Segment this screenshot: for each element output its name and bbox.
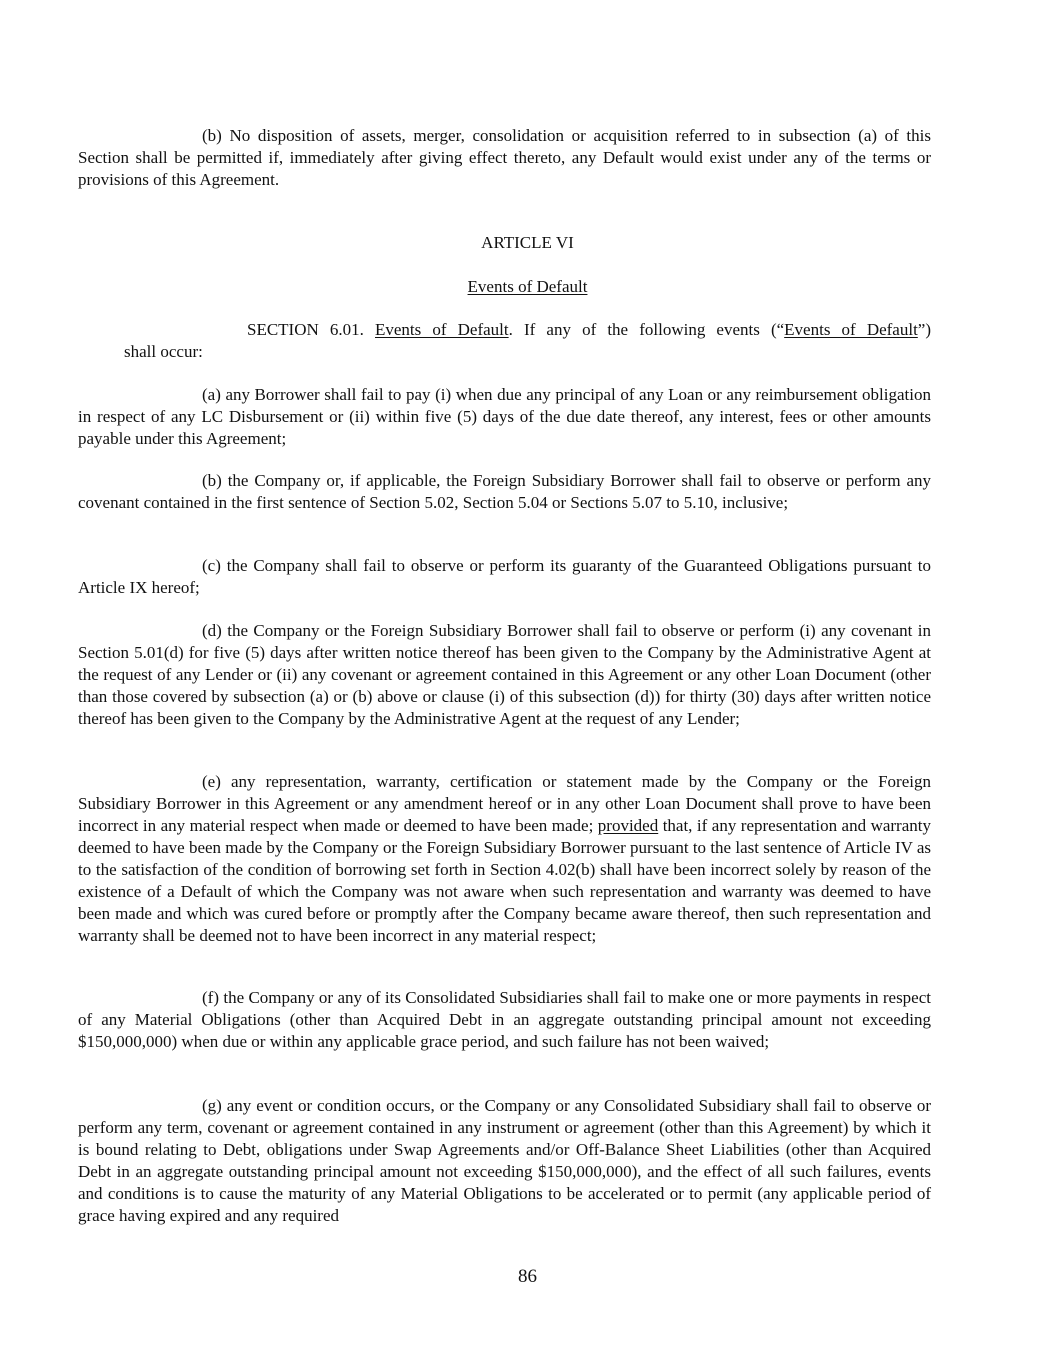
section-continuation: shall occur: xyxy=(124,342,203,361)
item-c: (c) the Company shall fail to observe or perform its guaranty of the Guaranteed Obligations pursuant to Article IX hereof; xyxy=(78,556,931,597)
item-e-text-1: (e) any representation, warranty, certification or statement made by the Company or the Foreign Subsidiary Borrower in this Agreement or any amendment hereof or in any other Loan Document shall prove to have been incorrect in any material respect when made or deemed to have been made; xyxy=(78,772,931,835)
section-intro-post: ”) xyxy=(917,320,932,339)
item-g: (g) any event or condition occurs, or the Company or any Consolidated Subsidiary shall fail to observe or perform any term, covenant or agreement contained in any instrument or agreement (other than this Agreement) by which it is bound relating to Debt, obligations under Swap Agreements and/or Off-Balance Sheet Liabilities (other than Acquired Debt in an aggregate outstanding principal amount not exceeding $150,000,000), and the effect of all such failures, events and conditions is to cause the maturity of any Material Obligations to be accelerated or to permit (any applicable period of grace having expired and any required xyxy=(78,1096,931,1225)
item-d: (d) the Company or the Foreign Subsidiary Borrower shall fail to observe or perform (i) any covenant in Section 5.01(d) for five (5) days after written notice thereof has been given to the Company by the Administrative Agent at the request of any Lender or (ii) any covenant or agreement contained in this Agreement or any other Loan Document (other than those covered by subsection (a) or (b) above or clause (i) of this subsection (d)) for thirty (30) days after written notice thereof has been given to the Company by the Administrative Agent at the request of any Lender; xyxy=(78,621,931,728)
item-e xyxy=(78,771,931,947)
article-subtitle-text: Events of Default xyxy=(467,277,588,296)
item-a: (a) any Borrower shall fail to pay (i) when due any principal of any Loan or any reimbursement obligation in respect of any LC Disbursement or (ii) within five (5) days of the due date thereof, any interest, fees or other amounts payable under this Agreement; xyxy=(78,385,931,448)
article-subtitle xyxy=(0,276,1055,298)
item-f: (f) the Company or any of its Consolidated Subsidiaries shall fail to make one or more payments in respect of any Material Obligations (other than Acquired Debt in an aggregate outstanding principal amount not exceeding $150,000,000) when due or within any applicable grace period, and such failure has not been waived; xyxy=(78,988,931,1051)
item-e-text-2: that, if any representation and warranty deemed to have been made by the Company or the Foreign Subsidiary Borrower pursuant to the last sentence of Article IV as to the satisfaction of the condition of borrowing set forth in Section 4.02(b) shall have been incorrect solely by reason of the existence of a Default of which the Company was not aware when such representation and warranty was deemed to have been made and which was cured before or promptly after the Company became aware thereof, then such representation and warranty shall be deemed not to have been incorrect in any material respect; xyxy=(78,816,931,945)
section-heading: Events of Default xyxy=(375,320,509,339)
section-number: SECTION 6.01. xyxy=(247,320,364,339)
section-heading-line xyxy=(247,319,931,341)
defined-term: Events of Default xyxy=(784,320,918,339)
section-intro-pre: . If any of the following events (“ xyxy=(508,320,785,339)
item-e-proviso: provided xyxy=(597,816,659,835)
item-b: (b) the Company or, if applicable, the Foreign Subsidiary Borrower shall fail to observe or perform any covenant contained in the first sentence of Section 5.02, Section 5.04 or Sections 5.07 to 5.10, inclusive; xyxy=(78,471,931,512)
paragraph-merger-b: (b) No disposition of assets, merger, consolidation or acquisition referred to in subsection (a) of this Section shall be permitted if, immediately after giving effect thereto, any Default would exist under any of the terms or provisions of this Agreement. xyxy=(78,126,931,189)
article-title: ARTICLE VI xyxy=(481,233,574,252)
page-number: 86 xyxy=(518,1266,537,1287)
